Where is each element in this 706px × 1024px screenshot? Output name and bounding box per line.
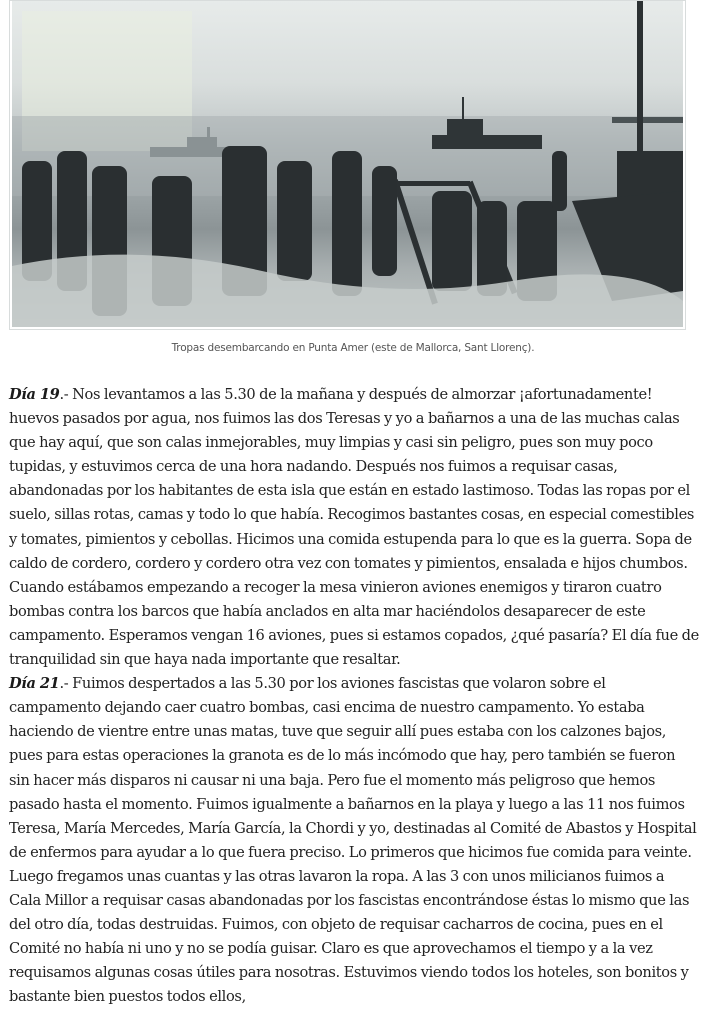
photo-frame — [9, 0, 686, 330]
entry-separator: .- — [59, 675, 73, 693]
diary-entry-day-21 — [9, 672, 699, 1009]
historical-photo — [12, 1, 683, 327]
entry-text: Fuimos despertados a las 5.30 por los aviones fascistas que volaron sobre el campamento dejando caer cuatro bombas, casi encima de nuestro campamento. Yo estaba haciendo de vientre entre unas matas, tuve que seguir allí pues estaba con los calzones bajos, pues para estas operaciones la granota es de lo más incómodo que hay, pero también se fueron sin hacer más disparos ni causar ni una baja. Pero fue el momento más peligroso que hemos pasado hasta el momento. Fuimos igualmente a bañarnos en la playa y luego a las 11 nos fuimos Teresa, María Mercedes, María García, la Chordi y yo, destinadas al Comité de Abastos y Hospital de enfermos para ayudar a lo que fuera preciso. Lo primeros que hicimos fue comida para veinte. Luego fregamos unas cuantas y las otras lavaron la ropa. A las 3 con unos milicianos fuimos a Cala Millor a requisar casas abandonadas por los fascistas encontrándose éstas lo mismo que las del otro día, todas destruidas. Fuimos, con objeto de requisar cacharros de cocina, pues en el Comité no había ni uno y no se podía guisar. Claro es que aprovechamos el tiempo y a la vez requisamos algunas cosas útiles para nosotras. Estuvimos viendo todos los hoteles, son bonitos y bastante bien puestos todos ellos, — [9, 675, 697, 1006]
day-label: Día 19 — [9, 386, 60, 403]
diary-entry-day-19 — [9, 383, 699, 672]
photo-caption: Tropas desembarcando en Punta Amer (este de Mallorca, Sant Llorenç). — [171, 342, 535, 354]
photo-illustration — [12, 1, 683, 327]
ship-right — [612, 117, 683, 123]
diary-text — [9, 383, 699, 1009]
entry-separator: .- — [59, 386, 73, 403]
entry-text: Nos levantamos a las 5.30 de la mañana y después de almorzar ¡afortunadamente! huevos pasados por agua, nos fuimos las dos Teresas y yo a bañarnos a una de las muchas calas que hay aquí, que son calas inmejorables, muy limpias y casi sin peligro, pues son muy poco tupidas, y estuvimos cerca de una hora nadando. Después nos fuimos a requisar casas, abandonadas por los habitantes de esta isla que están en estado lastimoso. Todas las ropas por el suelo, sillas rotas, camas y todo lo que había. Recogimos bastantes cosas, en especial comestibles y tomates, pimientos y cebollas. Hicimos una comida estupenda para lo que es la guerra. Sopa de caldo de cordero, cordero y cordero otra vez con tomates y pimientos, ensalada e hijos chumbos. Cuando estábamos empezando a recoger la mesa vinieron aviones enemigos y tiraron cuatro bombas contra los barcos que había anclados en alta mar haciéndolos desaparecer de este campamento. Esperamos vengan 16 aviones, pues si estamos copados, ¿qué pasaría? El día fue de tranquilidad sin que haya nada importante que resaltar. — [9, 386, 699, 669]
day-label: Día 21 — [9, 675, 60, 693]
